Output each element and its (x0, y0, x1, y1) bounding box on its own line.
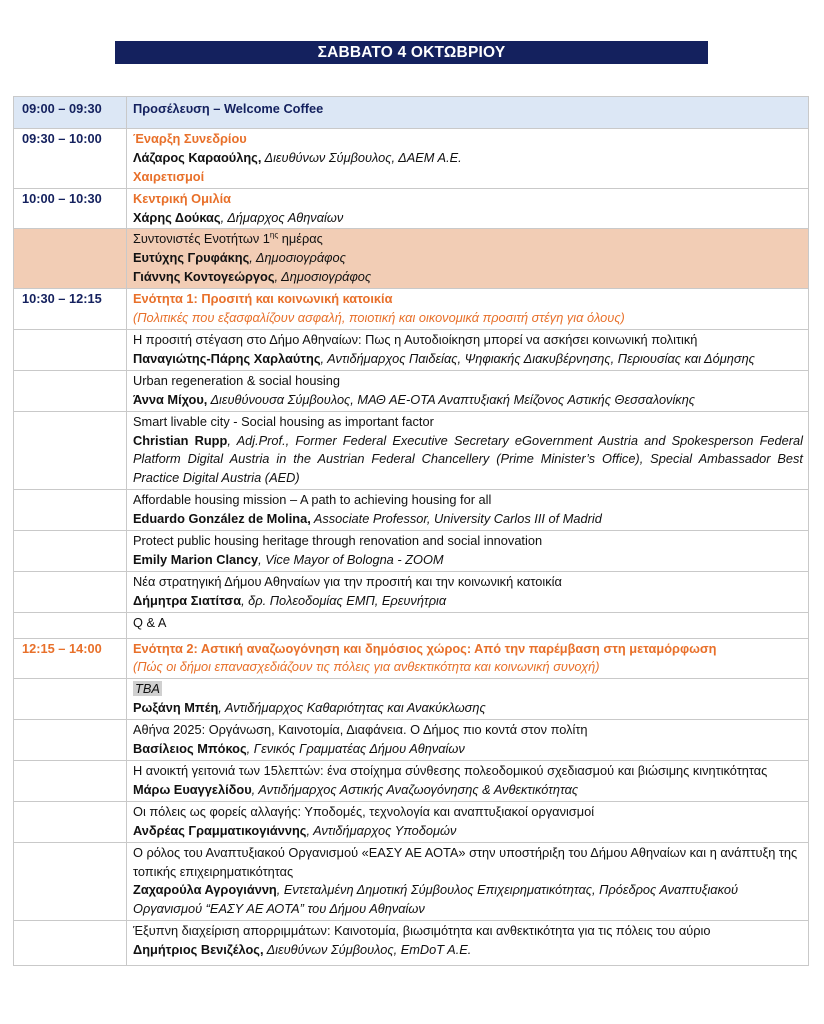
speaker-role: Διευθύνουσα Σύμβουλος, ΜΑΘ ΑΕ-ΟΤΑ Αναπτυξιακή Μείζονος Αστικής Θεσσαλονίκης (207, 391, 696, 407)
speaker-line (133, 740, 803, 759)
talk-topic: Οι πόλεις ως φορείς αλλαγής: Υποδομές, τεχνολογία και αναπτυξιακοί οργανισμοί (133, 803, 595, 819)
talk-topic: Αθήνα 2025: Οργάνωση, Καινοτομία, Διαφάνεια. Ο Δήμος πιο κοντά στον πολίτη (133, 722, 588, 738)
speaker-role: , Δημοσιογράφος (274, 269, 372, 285)
talk-topic: Affordable housing mission – A path to achieving housing for all (133, 492, 492, 508)
time-cell: 12:15 – 14:00 (14, 638, 127, 679)
table-row (14, 329, 809, 370)
speaker-line (133, 350, 803, 369)
speaker-role: , Γενικός Γραμματέας Δήμου Αθηναίων (246, 741, 465, 757)
content-cell (127, 842, 809, 921)
session-subtitle: (Πώς οι δήμοι επανασχεδιάζουν τις πόλεις για ανθεκτικότητα και κοινωνική συνοχή) (133, 659, 600, 675)
talk-topic: Ο ρόλος του Αναπτυξιακού Οργανισμού «ΕΑΣΥ ΑΕ ΑΟΤΑ» στην υποστήριξη του Δήμου Αθηναίων και η ανάπτυξη της τοπικής επιχειρηματικότητας (133, 844, 798, 879)
table-row (14, 128, 809, 188)
time-cell (14, 531, 127, 572)
speaker-name: Παναγιώτης-Πάρης Χαρλαύτης (133, 350, 321, 366)
content-cell (127, 921, 809, 966)
time-cell (14, 921, 127, 966)
session-subtitle: (Πολιτικές που εξασφαλίζουν ασφαλή, ποιοτική και οικονομικά προσιτή στέγη για όλους) (133, 310, 625, 326)
content-cell (127, 638, 809, 679)
speaker-name: Emily Marion Clancy (133, 551, 259, 567)
speaker-name: Γιάννης Κοντογεώργος (133, 269, 275, 285)
speaker-name: Βασίλειος Μπόκος (133, 741, 247, 757)
time-cell (14, 329, 127, 370)
speaker-name: Ζαχαρούλα Αγρογιάννη (133, 882, 277, 898)
table-row (14, 97, 809, 129)
speaker-name: Χάρης Δούκας (133, 209, 221, 225)
table-row (14, 490, 809, 531)
talk-topic: Urban regeneration & social housing (133, 372, 341, 388)
table-row (14, 761, 809, 802)
speaker-name: Ευτύχης Γρυφάκης (133, 250, 250, 266)
content-cell (127, 411, 809, 490)
content-cell (127, 97, 809, 129)
speaker-role: , Αντιδήμαρχος Υποδομών (306, 822, 457, 838)
content-cell (127, 761, 809, 802)
qa-label: Q & A (133, 614, 167, 630)
content-cell (127, 188, 809, 229)
speaker-role: , Αντιδήμαρχος Παιδείας, Ψηφιακής Διακυβέρνησης, Περιουσίας και Δόμησης (320, 350, 755, 366)
time-cell (14, 842, 127, 921)
speaker-line (133, 249, 803, 268)
time-cell (14, 229, 127, 289)
speaker-role: Associate Professor, University Carlos III of Madrid (310, 511, 602, 527)
content-cell (127, 289, 809, 330)
speaker-line (133, 822, 803, 841)
speaker-line (133, 391, 803, 410)
table-row (14, 370, 809, 411)
content-cell (127, 490, 809, 531)
content-cell (127, 370, 809, 411)
talk-topic: Η προσιτή στέγαση στο Δήμο Αθηναίων: Πως η Αυτοδιοίκηση μπορεί να ασκήσει κοινωνική πολιτική (133, 331, 698, 347)
talk-topic: Smart livable city - Social housing as important factor (133, 413, 434, 429)
content-cell (127, 531, 809, 572)
speaker-name: Μάρω Ευαγγελίδου (133, 781, 252, 797)
time-cell (14, 761, 127, 802)
speaker-line (133, 510, 803, 529)
speaker-role: , Δημοσιογράφος (249, 250, 346, 266)
speaker-line (133, 699, 803, 718)
content-cell (127, 720, 809, 761)
speaker-line (133, 941, 803, 960)
talk-topic: Protect public housing heritage through renovation and social innovation (133, 533, 543, 549)
table-row (14, 801, 809, 842)
time-cell (14, 411, 127, 490)
speaker-role: , Αντιδήμαρχος Αστικής Αναζωογόνησης & Ανθεκτικότητας (251, 781, 579, 797)
table-row (14, 720, 809, 761)
speaker-line (133, 209, 803, 228)
speaker-name: Λάζαρος Καραούλης, (133, 149, 262, 165)
speaker-line (133, 432, 803, 489)
speaker-name: Eduardo González de Molina, (133, 511, 311, 527)
speaker-role: Διευθύνων Σύμβουλος, EmDoT A.E. (263, 942, 472, 958)
schedule-table (13, 96, 809, 966)
speaker-role: , Adj.Prof., Former Federal Executive Secretary eGovernment Austria and Spokesperson Federal Platform Digital Austria in the Austrian Federal Chancellery (Prime Minister’s Office), Special Ambassador Best Practice Digital Austria (AED) (133, 432, 803, 486)
speaker-role: , δρ. Πολεοδομίας ΕΜΠ, Ερευνήτρια (241, 592, 447, 608)
time-cell (14, 612, 127, 638)
table-row (14, 289, 809, 330)
content-cell (127, 128, 809, 188)
speaker-name: Άννα Μίχου, (133, 391, 208, 407)
talk-topic: Η ανοικτή γειτονιά των 15λεπτών: ένα στοίχημα σύνθεσης πολεοδομικού σχεδιασμού και βιώσιμης κινητικότητας (133, 763, 768, 778)
speaker-role: , Vice Mayor of Bologna - ZOOM (258, 551, 444, 567)
table-row (14, 188, 809, 229)
content-cell (127, 801, 809, 842)
time-cell (14, 571, 127, 612)
table-row (14, 411, 809, 490)
time-cell (14, 679, 127, 720)
time-cell (14, 720, 127, 761)
moderators-heading: Συντονιστές Ενοτήτων $1^{\eta\varsigma}$ ημέρας (133, 231, 323, 247)
time-cell (14, 801, 127, 842)
table-row (14, 571, 809, 612)
speaker-role: , Εντεταλμένη Δημοτική Σύμβουλος Επιχειρηματικότητας, Πρόεδρος Αναπτυξιακού Οργανισμού “ΕΑΣΥ ΑΕ ΑΟΤΑ” του Δήμου Αθηναίων (133, 882, 738, 917)
table-row (14, 679, 809, 720)
talk-topic: Νέα στρατηγική Δήμου Αθηναίων για την προσιτή και την κοινωνική κατοικία (133, 573, 562, 589)
talk-topic (133, 680, 803, 699)
speaker-line (133, 781, 803, 800)
session-title: Προσέλευση – Welcome Coffee (133, 101, 324, 116)
content-cell (127, 679, 809, 720)
time-cell: 09:00 – 09:30 (14, 97, 127, 129)
speaker-name: Ρωξάνη Μπέη (133, 700, 219, 716)
speaker-line (133, 592, 803, 611)
page-title: ΣΑΒΒΑΤΟ 4 ΟΚΤΩΒΡΙΟΥ (115, 41, 708, 64)
session-title: Χαιρετισμοί (133, 168, 205, 184)
table-row (14, 229, 809, 289)
speaker-line (133, 149, 803, 168)
table-row (14, 921, 809, 966)
table-row (14, 842, 809, 921)
speaker-role: Διευθύνων Σύμβουλος, ΔΑΕΜ Α.Ε. (261, 149, 462, 165)
speaker-role: , Δήμαρχος Αθηναίων (220, 209, 344, 225)
time-cell: 10:30 – 12:15 (14, 289, 127, 330)
speaker-name: Christian Rupp (133, 432, 228, 448)
content-cell (127, 612, 809, 638)
time-cell (14, 370, 127, 411)
time-cell (14, 490, 127, 531)
speaker-line (133, 551, 803, 570)
content-cell (127, 571, 809, 612)
speaker-name: Ανδρέας Γραμματικογιάννης (133, 822, 307, 838)
talk-topic: Έξυπνη διαχείριση απορριμμάτων: Καινοτομία, βιωσιμότητα και ανθεκτικότητα για τις πόλεις του αύριο (133, 923, 711, 939)
speaker-name: Δημήτριος Βενιζέλος, (133, 942, 264, 958)
tba-highlight: TBA (135, 681, 160, 697)
session-title: Ενότητα 2: Αστική αναζωογόνηση και δημόσιος χώρος: Από την παρέμβαση στη μεταμόρφωση (133, 640, 717, 656)
time-cell: 09:30 – 10:00 (14, 128, 127, 188)
speaker-line (133, 268, 803, 287)
speaker-line (133, 881, 803, 919)
session-title: Έναρξη Συνεδρίου (133, 130, 247, 146)
session-title: Κεντρική Ομιλία (133, 190, 232, 206)
speaker-role: , Αντιδήμαρχος Καθαριότητας και Ανακύκλωσης (218, 700, 486, 716)
content-cell (127, 329, 809, 370)
time-cell: 10:00 – 10:30 (14, 188, 127, 229)
session-title: Ενότητα 1: Προσιτή και κοινωνική κατοικία (133, 291, 393, 307)
table-row (14, 531, 809, 572)
content-cell (127, 229, 809, 289)
table-row (14, 638, 809, 679)
speaker-name: Δήμητρα Σιατίτσα (133, 592, 242, 608)
table-row (14, 612, 809, 638)
